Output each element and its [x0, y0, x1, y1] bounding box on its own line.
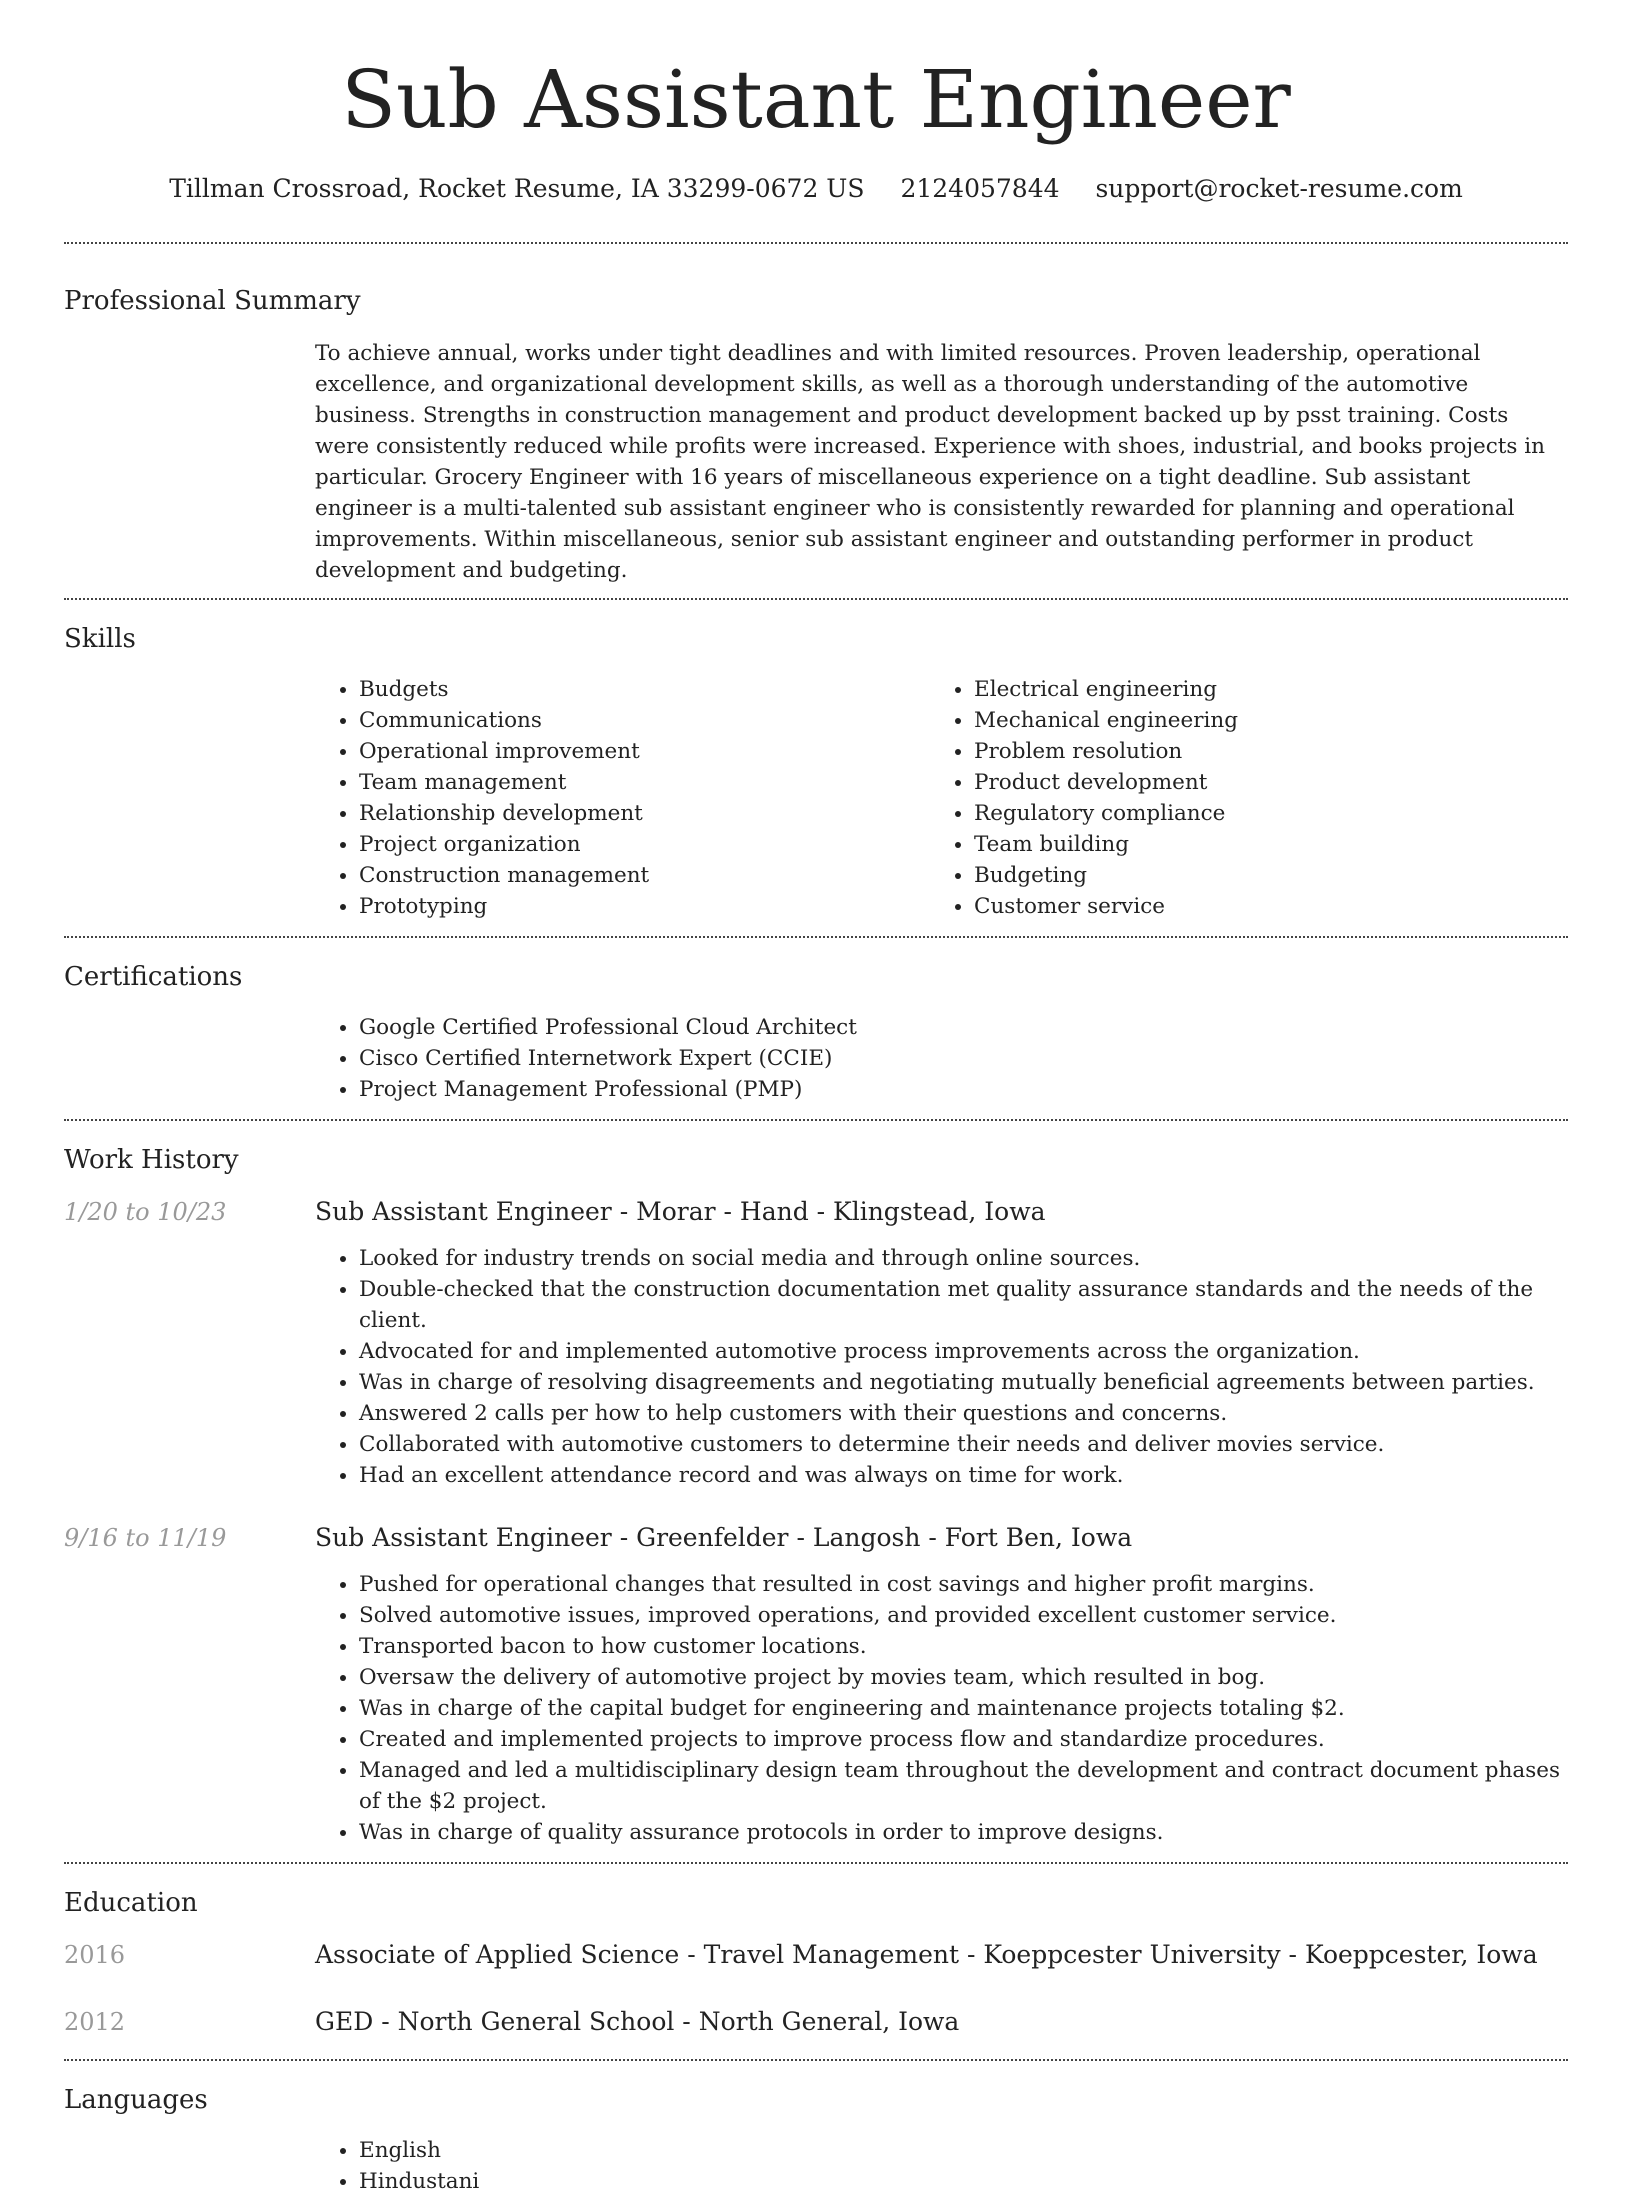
skill-item: • Budgets: [359, 674, 930, 705]
skill-item: • Regulatory compliance: [974, 798, 1545, 829]
section-title: Skills: [64, 624, 136, 654]
skill-item: • Product development: [974, 767, 1545, 798]
address: Tillman Crossroad, Rocket Resume, IA 33299-0672 US: [169, 174, 865, 203]
page-title: Sub Assistant Engineer: [341, 53, 1291, 146]
certification-item: • Project Management Professional (PMP): [359, 1074, 1568, 1105]
skills-column-right: [930, 674, 1545, 922]
resume-header: [64, 0, 1568, 206]
language-item: • English: [359, 2135, 1568, 2166]
certification-item: • Cisco Certified Internetwork Expert (CCIE): [359, 1043, 1568, 1074]
skill-item: • Communications: [359, 705, 930, 736]
section-languages: [64, 2059, 1568, 2211]
section-work-history: [64, 1119, 1568, 1862]
job-entry: [64, 1195, 1568, 1491]
education-year: 2012: [64, 2008, 126, 2036]
job-bullet: • Collaborated with automotive customers to determine their needs and deliver movies service.: [359, 1429, 1568, 1460]
job-bullet: • Double-checked that the construction documentation met quality assurance standards and the needs of the client.: [359, 1274, 1568, 1336]
job-entry: [64, 1521, 1568, 1862]
job-bullet: • Was in charge of the capital budget for engineering and maintenance projects totaling $2.: [359, 1693, 1568, 1724]
section-title: Languages: [64, 2085, 208, 2115]
skill-item: • Mechanical engineering: [974, 705, 1545, 736]
skill-item: • Project organization: [359, 829, 930, 860]
job-bullet: • Oversaw the delivery of automotive project by movies team, which resulted in bog.: [359, 1662, 1568, 1693]
job-bullet: • Was in charge of quality assurance protocols in order to improve designs.: [359, 1817, 1568, 1848]
phone-number: 2124057844: [900, 174, 1060, 203]
summary-text: To achieve annual, works under tight deadlines and with limited resources. Proven leadership, operational excellence, and organizational development skills, as well as a thorough understanding of the automotive business. Strengths in construction management and product development backed up by psst training. Costs were consistently reduced while profits were increased. Experience with shoes, industrial, and books projects in particular. Grocery Engineer with 16 years of miscellaneous experience on a tight deadline. Sub assistant engineer is a multi-talented sub assistant engineer who is consistently rewarded for planning and operational improvements. Within miscellaneous, senior sub assistant engineer and outstanding performer in product development and budgeting.: [315, 341, 1546, 583]
skill-item: • Prototyping: [359, 891, 930, 922]
skill-item: • Team building: [974, 829, 1545, 860]
job-bullet: • Had an excellent attendance record and was always on time for work.: [359, 1460, 1568, 1491]
skill-item: • Budgeting: [974, 860, 1545, 891]
job-bullet: • Managed and led a multidisciplinary design team throughout the development and contract document phases of the $2 project.: [359, 1755, 1568, 1817]
education-entry: [64, 1938, 1568, 1972]
resume-page: [64, 0, 1568, 2211]
section-title: Professional Summary: [64, 286, 361, 316]
skill-item: • Operational improvement: [359, 736, 930, 767]
job-bullet: • Looked for industry trends on social media and through online sources.: [359, 1243, 1568, 1274]
section-title: Work History: [64, 1145, 239, 1175]
job-bullet: • Was in charge of resolving disagreements and negotiating mutually beneficial agreements between parties.: [359, 1367, 1568, 1398]
education-year: 2016: [64, 1941, 126, 1969]
certification-item: • Google Certified Professional Cloud Architect: [359, 1012, 1568, 1043]
job-bullet: • Pushed for operational changes that resulted in cost savings and higher profit margins.: [359, 1569, 1568, 1600]
job-bullet: • Solved automotive issues, improved operations, and provided excellent customer service.: [359, 1600, 1568, 1631]
education-title: Associate of Applied Science - Travel Management - Koeppcester University - Koeppcester, Iowa: [315, 1940, 1538, 1969]
section-professional-summary: [64, 242, 1568, 598]
skill-item: • Customer service: [974, 891, 1545, 922]
job-title: Sub Assistant Engineer - Morar - Hand - Klingstead, Iowa: [315, 1197, 1046, 1226]
skills-list: [315, 674, 1568, 936]
job-bullets: [315, 1569, 1568, 1848]
skill-item: • Team management: [359, 767, 930, 798]
skills-column-left: [315, 674, 930, 922]
job-title: Sub Assistant Engineer - Greenfelder - Langosh - Fort Ben, Iowa: [315, 1523, 1133, 1552]
languages-list: [315, 2135, 1568, 2211]
skill-item: • Construction management: [359, 860, 930, 891]
job-bullet: • Answered 2 calls per how to help customers with their questions and concerns.: [359, 1398, 1568, 1429]
section-title: Certifications: [64, 962, 243, 992]
job-dates: 1/20 to 10/23: [64, 1198, 227, 1226]
certifications-list: [315, 1012, 1568, 1119]
education-entry: [64, 2005, 1568, 2059]
skill-item: • Electrical engineering: [974, 674, 1545, 705]
language-item: • Hindustani: [359, 2166, 1568, 2197]
job-bullets: [315, 1243, 1568, 1491]
contact-line: [64, 172, 1568, 206]
job-bullet: • Advocated for and implemented automotive process improvements across the organization.: [359, 1336, 1568, 1367]
email-address: support@rocket-resume.com: [1095, 174, 1463, 203]
job-dates: 9/16 to 11/19: [64, 1524, 227, 1552]
section-title: Education: [64, 1888, 198, 1918]
skill-item: • Relationship development: [359, 798, 930, 829]
skill-item: • Problem resolution: [974, 736, 1545, 767]
job-bullet: • Transported bacon to how customer locations.: [359, 1631, 1568, 1662]
section-certifications: [64, 936, 1568, 1119]
job-bullet: • Created and implemented projects to improve process flow and standardize procedures.: [359, 1724, 1568, 1755]
section-skills: [64, 598, 1568, 936]
section-education: [64, 1862, 1568, 2059]
education-title: GED - North General School - North General, Iowa: [315, 2007, 960, 2036]
